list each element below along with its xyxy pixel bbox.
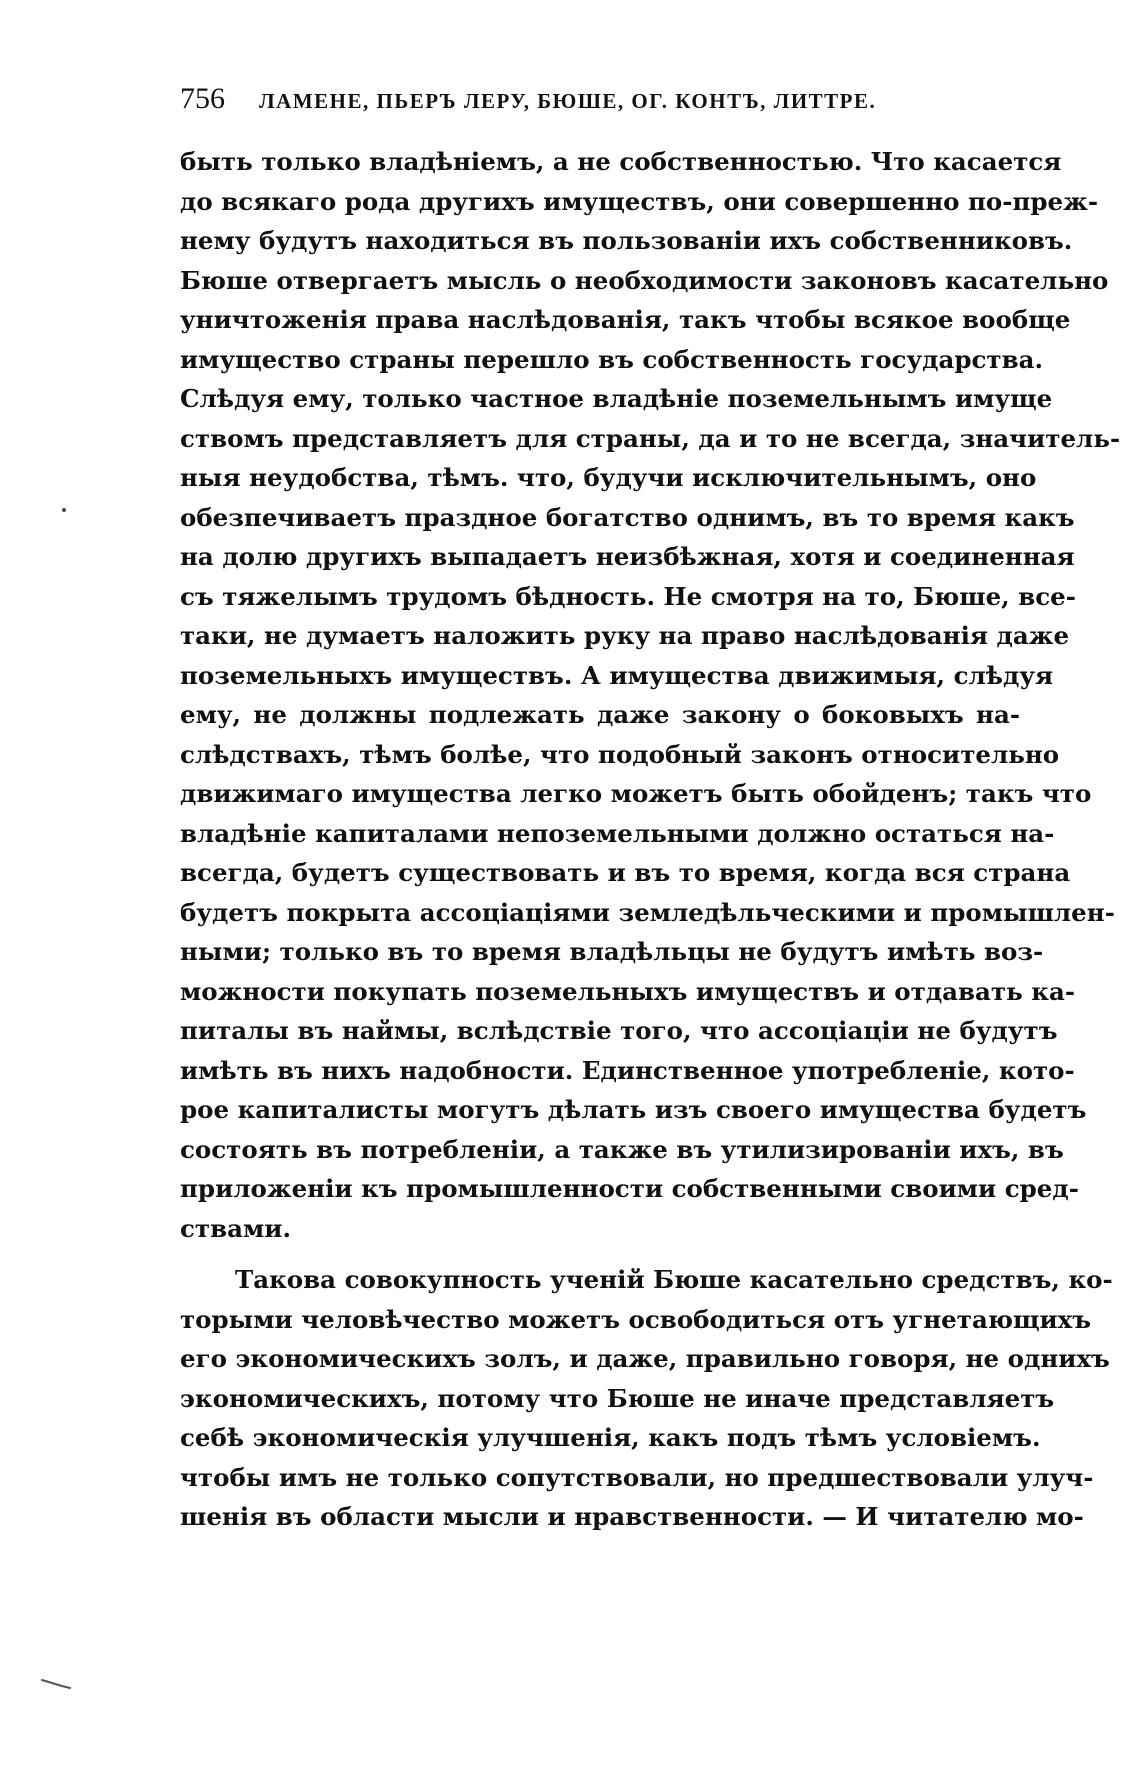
text-line: движимаго имущества легко можетъ быть обойденъ; такъ что bbox=[180, 779, 1092, 808]
text-line: на долю другихъ выпадаетъ неизбѣжная, хотя и соединенная bbox=[180, 542, 1075, 571]
text-line: можности покупать поземельныхъ имуществъ и отдавать ка- bbox=[180, 976, 1076, 1006]
text-line: Такова совокупность ученій Бюше касательно средствъ, ко- bbox=[235, 1265, 1113, 1294]
text-line: обезпечиваетъ праздное богатство однимъ, въ то время какъ bbox=[180, 502, 1075, 532]
text-line: поземельныхъ имуществъ. А имущества движимыя, слѣдуя bbox=[180, 660, 1054, 690]
ink-spot bbox=[62, 508, 66, 512]
text-line: состоять въ потребленіи, а также въ утилизированіи ихъ, въ bbox=[180, 1134, 1064, 1164]
text-line: до всякаго рода другихъ имуществъ, они совершенно по-преж- bbox=[180, 186, 1098, 216]
page-number: 756 bbox=[180, 82, 225, 115]
text-line: ныя неудобства, тѣмъ. что, будучи исключительнымъ, оно bbox=[180, 463, 1037, 492]
paragraph-1 bbox=[180, 142, 1121, 1248]
text-line: рое капиталисты могутъ дѣлать изъ своего имущества будетъ bbox=[180, 1095, 1087, 1124]
text-line: съ тяжелымъ трудомъ бѣдность. Не смотря на то, Бюше, все- bbox=[180, 581, 1076, 611]
text-line: Бюше отвергаетъ мысль о необходимости законовъ касательно bbox=[180, 265, 1109, 295]
body-text bbox=[180, 142, 1121, 1537]
text-line: имѣть въ нихъ надобности. Единственное употребленіе, кото- bbox=[180, 1055, 1075, 1085]
text-line: торыми человѣчество можетъ освободиться отъ угнетающихъ bbox=[180, 1304, 1092, 1334]
text-line: приложеніи къ промышленности собственными своими сред- bbox=[180, 1174, 1079, 1203]
text-line: питалы въ наймы, вслѣдствіе того, что ассоціаціи не будутъ bbox=[180, 1016, 1058, 1045]
text-line: быть только владѣніемъ, а не собственностью. Что касается bbox=[180, 147, 1062, 176]
text-line: ствами. bbox=[180, 1213, 291, 1243]
text-line: экономическихъ, потому что Бюше не иначе представляетъ bbox=[180, 1383, 1055, 1413]
text-line: ствомъ представляетъ для страны, да и то не всегда, значитель- bbox=[180, 423, 1121, 453]
text-line: ему, не должны подлежать даже закону о боковыхъ на- bbox=[180, 700, 1020, 729]
text-line: таки, не думаетъ наложить руку на право наслѣдованія даже bbox=[180, 621, 1070, 650]
running-head: ЛАМЕНЕ, ПЬЕРЪ ЛЕРУ, БЮШЕ, ОГ. КОНТЪ, ЛИТТРЕ. bbox=[259, 89, 877, 113]
text-line: нему будутъ находиться въ пользованіи ихъ собственниковъ. bbox=[180, 226, 1073, 255]
text-line: имущество страны перешло въ собственность государства. bbox=[180, 344, 1044, 374]
paragraph-2 bbox=[180, 1260, 1113, 1537]
text-line: чтобы имъ не только сопутствовали, но предшествовали улуч- bbox=[180, 1462, 1094, 1492]
text-line: себѣ экономическія улучшенія, какъ подъ тѣмъ условіемъ. bbox=[180, 1423, 1041, 1452]
text-line: Слѣдуя ему, только частное владѣніе поземельнымъ имуще bbox=[180, 384, 1053, 413]
text-line: уничтоженія права наслѣдованія, такъ чтобы всякое вообще bbox=[180, 305, 1071, 334]
text-line: всегда, будетъ существовать и въ то время, когда вся страна bbox=[180, 858, 1071, 887]
pencil-mark-icon bbox=[40, 1677, 90, 1691]
text-line: шенія въ области мысли и нравственности. — И читателю мо- bbox=[180, 1502, 1084, 1531]
text-line: владѣніе капиталами непоземельными должно остаться на- bbox=[180, 818, 1055, 848]
page-header bbox=[180, 82, 1020, 122]
text-line: слѣдствахъ, тѣмъ болѣе, что подобный законъ относительно bbox=[180, 739, 1060, 769]
paragraph-gap bbox=[180, 1248, 1020, 1260]
text-line: его экономическихъ золъ, и даже, правильно говоря, не однихъ bbox=[180, 1344, 1110, 1373]
text-line: будетъ покрыта ассоціаціями земледѣльческими и промышлен- bbox=[180, 897, 1115, 927]
text-line: ными; только въ то время владѣльцы не будутъ имѣть воз- bbox=[180, 937, 1044, 966]
